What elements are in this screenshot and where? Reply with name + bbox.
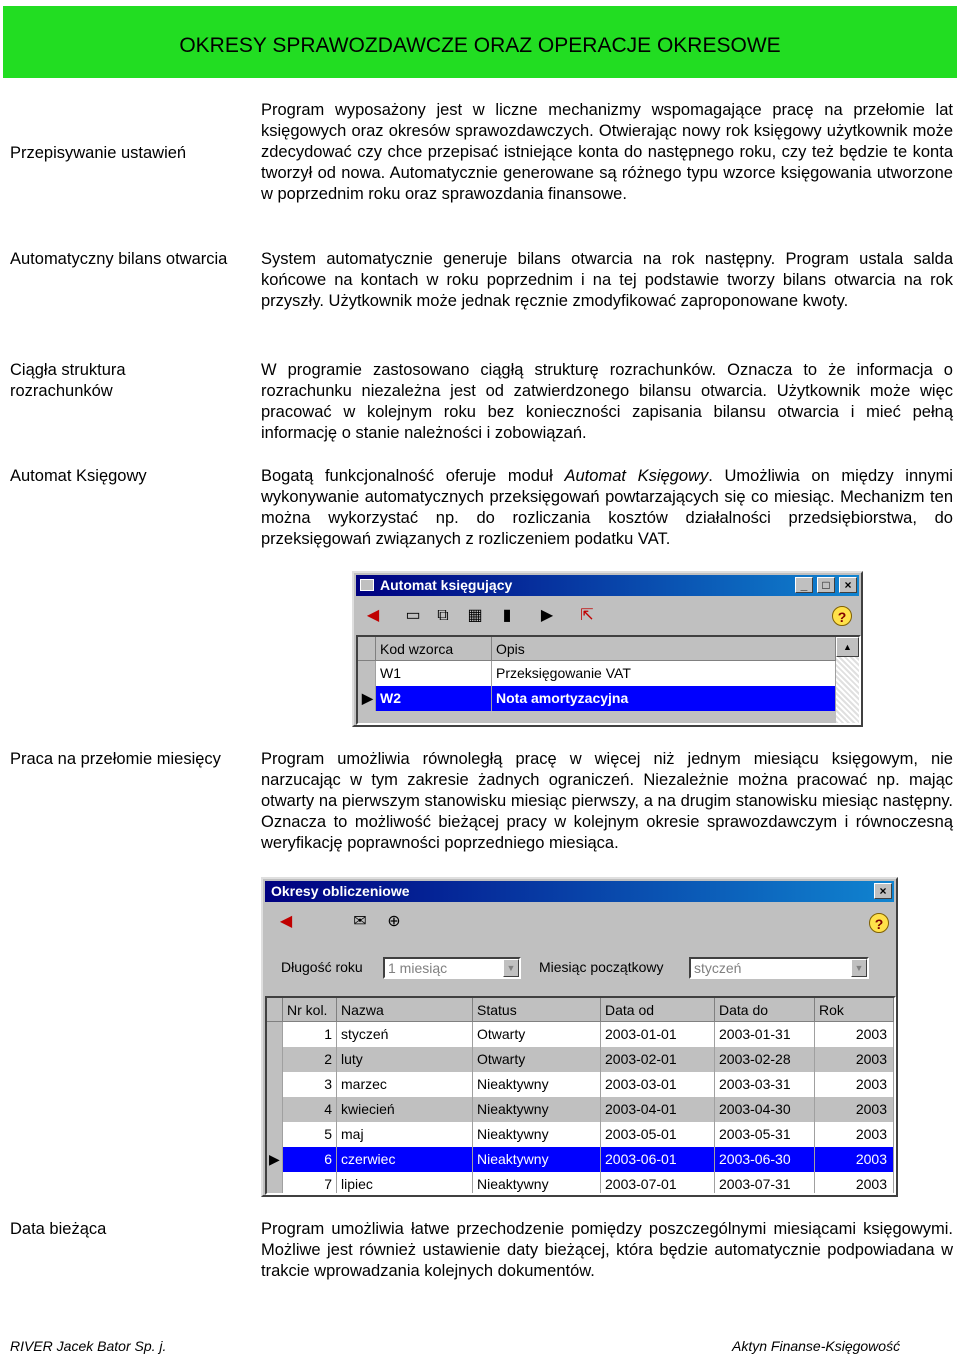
close-button[interactable]: ×	[874, 883, 892, 899]
automat-text-after: . Umożliwia on między innymi wykonywanie automatycznych przeksięgowań powtarzających się co miesiąc. Mechanizm ten można wykorzystać np. do rozliczania kosztów działalności przedsiębiorstwa, do przeksięgowań związanych z rozliczeniem podatku VAT.	[261, 467, 953, 548]
cell-date-to: 2003-07-31	[715, 1172, 815, 1195]
lock-icon[interactable]: ⊕	[387, 913, 401, 930]
cell-status: Nieaktywny	[473, 1147, 601, 1172]
cell-name: czerwiec	[337, 1147, 473, 1172]
table-row[interactable]	[267, 1047, 894, 1072]
cell-year: 2003	[815, 1047, 894, 1072]
row-indicator	[267, 1172, 283, 1195]
cell-date-from: 2003-06-01	[601, 1147, 715, 1172]
cell-nr: 7	[283, 1172, 337, 1195]
table-row-selected[interactable]	[267, 1147, 894, 1172]
automat-text-before: Bogatą funkcjonalność oferuje moduł	[261, 467, 565, 485]
year-length-select[interactable]	[383, 957, 521, 979]
section-label-opening-balance: Automatyczny bilans otwarcia	[10, 250, 228, 268]
section-text-automat	[261, 466, 953, 550]
back-arrow-icon[interactable]: ◀	[279, 913, 293, 930]
cell-year: 2003	[815, 1122, 894, 1147]
section-text-settlements: W programie zastosowano ciągłą strukturę rozrachunków. Oznacza to że informacja o rozrachunku niezależna jest od zatwierdzonego bilansu otwarcia. Użytkownik może więc pracować w kolejnym roku bez konieczności zapisania bilansu otwarcia i mieć pełną informację o stanie należności i zobowiązań.	[261, 361, 953, 442]
chevron-down-icon[interactable]: ▼	[851, 959, 867, 977]
help-icon[interactable]: ?	[832, 606, 852, 626]
column-header-date-from[interactable]: Data od	[601, 998, 715, 1022]
window-icon	[360, 579, 374, 591]
cell-code: W2	[376, 686, 492, 711]
cell-date-from: 2003-04-01	[601, 1097, 715, 1122]
cell-date-from: 2003-02-01	[601, 1047, 715, 1072]
cell-date-to: 2003-06-30	[715, 1147, 815, 1172]
cell-status: Nieaktywny	[473, 1097, 601, 1122]
vertical-scrollbar[interactable]	[836, 637, 859, 723]
table-row-selected[interactable]	[358, 686, 859, 711]
cell-year: 2003	[815, 1022, 894, 1047]
row-indicator	[267, 1047, 283, 1072]
okresy-titlebar	[265, 881, 894, 902]
table-row[interactable]	[267, 1022, 894, 1047]
cell-name: kwiecień	[337, 1097, 473, 1122]
export-icon[interactable]: ⇱	[580, 607, 594, 624]
envelope-icon[interactable]: ✉	[353, 913, 367, 930]
section-text-opening-balance: System automatycznie generuje bilans otwarcia na rok następny. Program ustala salda końcowe na kontach w roku poprzednim i na tej podstawie tworzy bilans otwarcia na rok przyszły. Użytkownik może jednak ręcznie zmodyfikować zaproponowane kwoty.	[261, 250, 953, 310]
column-header-desc[interactable]: Opis	[492, 637, 836, 661]
row-pointer-icon: ▶	[358, 686, 376, 711]
cell-desc: Przeksięgowanie VAT	[492, 661, 836, 686]
cell-date-from: 2003-05-01	[601, 1122, 715, 1147]
periods-grid	[265, 996, 896, 1195]
row-indicator	[267, 1072, 283, 1097]
help-icon[interactable]: ?	[869, 913, 889, 933]
section-label-settings: Przepisywanie ustawień	[10, 144, 187, 162]
back-arrow-icon[interactable]: ◀	[366, 607, 380, 624]
cell-name: luty	[337, 1047, 473, 1072]
cell-nr: 6	[283, 1147, 337, 1172]
maximize-button[interactable]: □	[817, 577, 835, 593]
scroll-up-icon[interactable]: ▲	[836, 637, 859, 657]
cell-year: 2003	[815, 1097, 894, 1122]
table-row[interactable]	[267, 1072, 894, 1097]
cell-status: Otwarty	[473, 1022, 601, 1047]
cell-year: 2003	[815, 1172, 894, 1195]
cell-date-from: 2003-01-01	[601, 1022, 715, 1047]
cell-name: maj	[337, 1122, 473, 1147]
section-text-month-turn: Program umożliwia równoległą pracę w więcej niż jednym miesiącu księgowym, nie narzucając w tym zakresie żadnych ograniczeń. Niezależnie można pracować np. mając otwarty na pierwszym stanowisku miesiąc pierwszy, a na drugim stanowisku miesiąc następny. Oznacza to możliwość bieżącej pracy w kolejnym okresie sprawozdawczym i równoczesną weryfikację poprawności poprzedniego miesiąca.	[261, 750, 953, 852]
cell-date-to: 2003-04-30	[715, 1097, 815, 1122]
cell-desc: Nota amortyzacyjna	[492, 686, 836, 711]
cell-date-to: 2003-05-31	[715, 1122, 815, 1147]
column-header-status[interactable]: Status	[473, 998, 601, 1022]
table-row[interactable]	[358, 661, 859, 686]
cell-year: 2003	[815, 1072, 894, 1097]
cell-nr: 5	[283, 1122, 337, 1147]
cell-name: lipiec	[337, 1172, 473, 1195]
minimize-button[interactable]: _	[795, 577, 813, 593]
cell-nr: 3	[283, 1072, 337, 1097]
column-header-nr[interactable]: Nr kol.	[283, 998, 337, 1022]
section-text-current-date: Program umożliwia łatwe przechodzenie pomiędzy poszczególnymi miesiącami księgowymi. Możliwe jest również ustawienie daty bieżącej, która będzie automatycznie podpowiadana w trakcie wprowadzania kolejnych dokumentów.	[261, 1220, 953, 1280]
row-pointer-icon: ▶	[267, 1147, 283, 1172]
start-month-label: Miesiąc początkowy	[539, 959, 664, 975]
cell-nr: 2	[283, 1047, 337, 1072]
table-icon[interactable]: ▦	[467, 607, 483, 624]
cell-status: Nieaktywny	[473, 1122, 601, 1147]
okresy-window-title: Okresy obliczeniowe	[271, 883, 410, 899]
row-header-corner	[267, 998, 283, 1022]
automat-titlebar	[356, 575, 859, 596]
footer-company: RIVER Jacek Bator Sp. j.	[10, 1338, 167, 1354]
cell-status: Otwarty	[473, 1047, 601, 1072]
year-length-label: Długość roku	[281, 959, 363, 975]
chevron-down-icon[interactable]: ▼	[503, 959, 519, 977]
cell-date-from: 2003-03-01	[601, 1072, 715, 1097]
row-indicator	[267, 1097, 283, 1122]
close-button[interactable]: ×	[839, 577, 857, 593]
cell-date-to: 2003-03-31	[715, 1072, 815, 1097]
okresy-window	[261, 877, 898, 1197]
automat-window-title: Automat księgujący	[380, 577, 513, 593]
section-label-current-date: Data bieżąca	[10, 1220, 107, 1238]
column-header-code[interactable]: Kod wzorca	[376, 637, 492, 661]
table-row[interactable]	[267, 1122, 894, 1147]
header-banner	[3, 6, 957, 78]
table-row[interactable]	[267, 1172, 894, 1195]
copy-document-icon[interactable]: ⧉	[437, 607, 449, 624]
row-indicator	[267, 1122, 283, 1147]
delete-trash-icon[interactable]: ▮	[502, 607, 512, 624]
cell-date-to: 2003-02-28	[715, 1047, 815, 1072]
cell-name: styczeń	[337, 1022, 473, 1047]
new-document-icon[interactable]: ▭	[405, 607, 421, 624]
automat-window	[352, 571, 863, 727]
cell-date-from: 2003-07-01	[601, 1172, 715, 1195]
cell-code: W1	[376, 661, 492, 686]
cell-nr: 4	[283, 1097, 337, 1122]
row-indicator	[267, 1022, 283, 1047]
section-text-settings: Program wyposażony jest w liczne mechanizmy wspomagające pracę na przełomie lat księgowych oraz okresów sprawozdawczych. Otwierając nowy rok księgowy użytkownik może zdecydować czy chce przepisać istniejące konta do następnego roku, czy też będzie te konta tworzył od nowa. Automatycznie generowane są różnego typu wzorce księgowania utworzone w poprzednim roku oraz sprawozdania finansowe.	[261, 101, 953, 203]
year-length-value: 1 miesiąc	[388, 960, 448, 976]
section-label-month-turn: Praca na przełomie miesięcy	[10, 750, 221, 768]
column-header-date-to[interactable]: Data do	[715, 998, 815, 1022]
cell-nr: 1	[283, 1022, 337, 1047]
cell-status: Nieaktywny	[473, 1172, 601, 1195]
section-label-settlements: Ciągła struktura rozrachunków	[10, 361, 126, 400]
cell-status: Nieaktywny	[473, 1072, 601, 1097]
column-header-name[interactable]: Nazwa	[337, 998, 473, 1022]
footer-product: Aktyn Finanse-Księgowość	[732, 1338, 901, 1354]
cell-date-to: 2003-01-31	[715, 1022, 815, 1047]
cell-name: marzec	[337, 1072, 473, 1097]
cell-year: 2003	[815, 1147, 894, 1172]
automat-text-italic: Automat Księgowy	[564, 467, 709, 485]
automat-grid	[356, 635, 861, 725]
start-month-value: styczeń	[694, 960, 742, 976]
table-row[interactable]	[267, 1097, 894, 1122]
run-play-icon[interactable]: ▶	[540, 607, 554, 624]
row-header-corner	[358, 637, 376, 661]
row-indicator	[358, 661, 376, 686]
column-header-year[interactable]: Rok	[815, 998, 894, 1022]
page-title: OKRESY SPRAWOZDAWCZE ORAZ OPERACJE OKRESOWE	[179, 34, 781, 57]
start-month-select[interactable]	[689, 957, 869, 979]
section-label-automat: Automat Księgowy	[10, 467, 147, 485]
